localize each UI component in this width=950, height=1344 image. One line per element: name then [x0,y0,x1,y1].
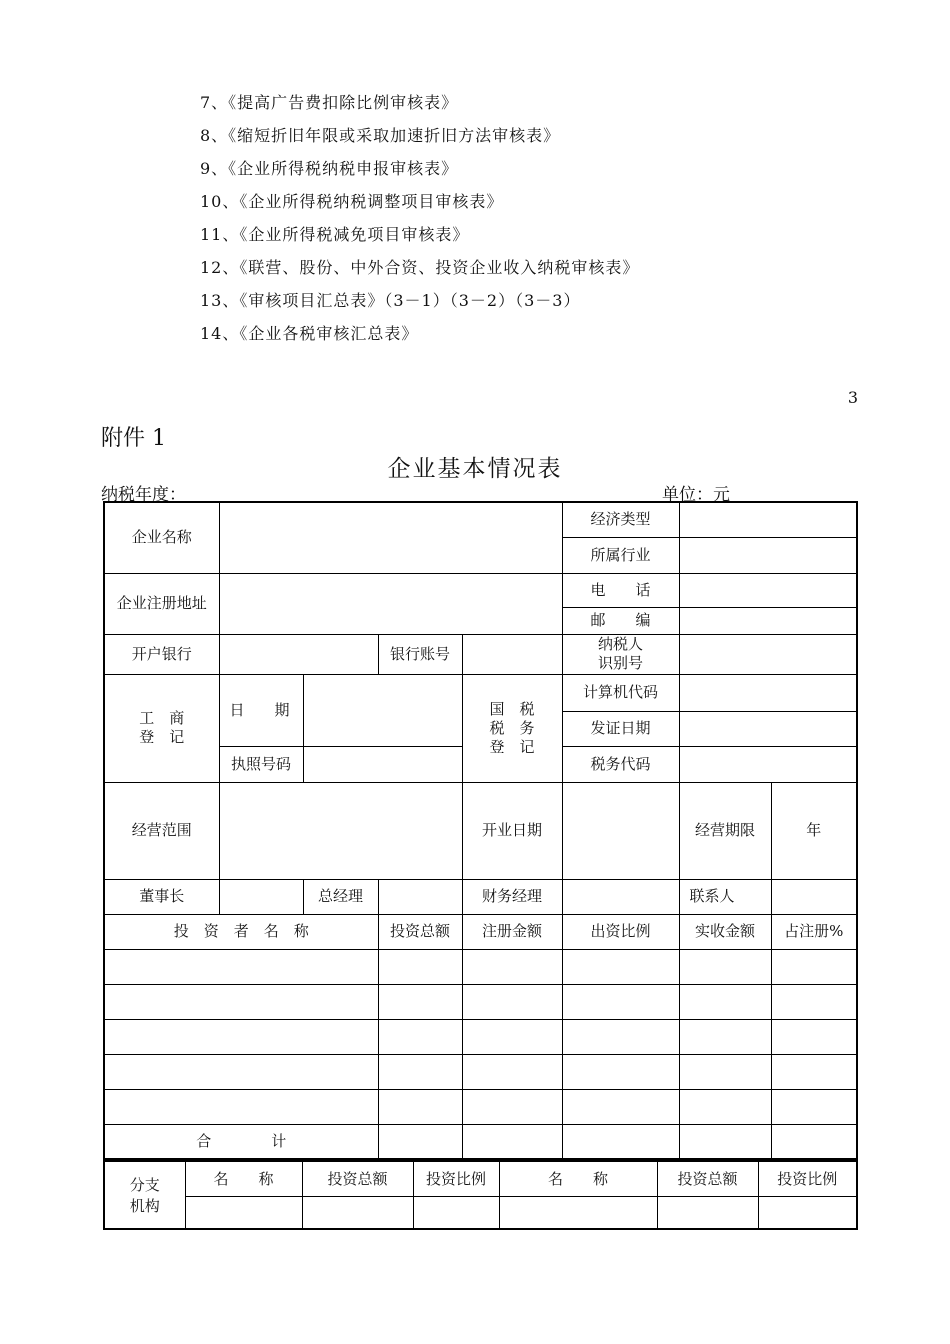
table-cell[interactable] [462,1019,562,1054]
branch-investment-ratio-header: 投资比例 [758,1161,857,1196]
company-name-label: 企业名称 [104,502,219,573]
industry-label: 所属行业 [562,537,679,573]
chairman-field[interactable] [219,879,303,914]
start-date-label: 开业日期 [462,782,562,879]
table-cell[interactable] [378,1089,462,1124]
start-date-field[interactable] [562,782,679,879]
bank-account-label: 银行账号 [378,634,462,674]
table-cell[interactable] [462,1054,562,1089]
table-row [104,1196,857,1229]
operation-term-label: 经营期限 [679,782,771,879]
contact-label: 联系人 [679,879,771,914]
branch-investment-total-header: 投资总额 [657,1161,758,1196]
tax-code-label: 税务代码 [562,746,679,782]
table-row [104,1089,857,1124]
table-cell[interactable] [378,949,462,984]
license-no-field[interactable] [303,746,462,782]
reg-address-label: 企业注册地址 [104,573,219,634]
table-cell[interactable] [378,984,462,1019]
bank-field[interactable] [219,634,378,674]
list-item: 12、《联营、股份、中外合资、投资企业收入纳税审核表》 [200,258,640,277]
company-name-field[interactable] [219,502,562,573]
issue-date-field[interactable] [679,711,857,746]
table-cell[interactable] [679,1089,771,1124]
business-scope-label: 经营范围 [104,782,219,879]
branch-name-header: 名 称 [499,1161,657,1196]
table-cell[interactable] [185,1196,302,1229]
table-cell[interactable] [771,949,857,984]
taxpayer-id-field[interactable] [679,634,857,674]
branch-label: 分支 机构 [104,1161,185,1229]
chairman-label: 董事长 [104,879,219,914]
table-cell[interactable] [771,1089,857,1124]
table-cell[interactable] [378,1054,462,1089]
investor-name-cell[interactable] [104,984,378,1019]
table-cell[interactable] [378,1124,462,1159]
industry-field[interactable] [679,537,857,573]
form-title: 企业基本情况表 [387,456,563,482]
list-item: 11、《企业所得税减免项目审核表》 [200,225,470,244]
business-scope-field[interactable] [219,782,462,879]
investment-total-header: 投资总额 [378,914,462,949]
attachment-label: 附件 1 [101,426,166,451]
ic-date-field[interactable] [303,674,462,746]
list-item: 14、《企业各税审核汇总表》 [200,324,419,343]
page-number: 3 [847,388,858,407]
issue-date-label: 发证日期 [562,711,679,746]
paid-amount-header: 实收金额 [679,914,771,949]
table-row [104,984,857,1019]
company-info-table [103,501,858,1160]
table-row [104,1054,857,1089]
table-cell[interactable] [679,1054,771,1089]
postcode-field[interactable] [679,607,857,634]
table-row [104,1019,857,1054]
phone-label: 电 话 [562,573,679,607]
tax-year-label: 纳税年度： [101,485,186,505]
attachment-list [200,88,639,352]
ic-date-label: 日 期 [219,674,303,746]
investor-name-cell[interactable] [104,1054,378,1089]
list-item: 8、《缩短折旧年限或采取加速折旧方法审核表》 [200,126,561,145]
economic-type-field[interactable] [679,502,857,537]
table-cell[interactable] [462,984,562,1019]
table-cell[interactable] [562,1019,679,1054]
table-cell[interactable] [499,1196,657,1229]
general-manager-label: 总经理 [303,879,378,914]
finance-manager-field[interactable] [562,879,679,914]
table-cell[interactable] [562,1054,679,1089]
computer-code-field[interactable] [679,674,857,711]
table-cell[interactable] [679,1019,771,1054]
table-cell[interactable] [413,1196,499,1229]
table-cell[interactable] [462,1089,562,1124]
contact-field[interactable] [771,879,857,914]
tax-registration-label: 国 税 税 务 登 记 [462,674,562,782]
branch-name-header: 名 称 [185,1161,302,1196]
table-cell[interactable] [562,949,679,984]
table-row [104,949,857,984]
unit-label: 单位：元 [662,485,730,505]
table-cell[interactable] [679,949,771,984]
table-cell[interactable] [378,1019,462,1054]
list-item: 13、《审核项目汇总表》（3－1）（3－2）（3－3） [200,291,581,310]
bank-label: 开户银行 [104,634,219,674]
table-cell[interactable] [562,1124,679,1159]
economic-type-label: 经济类型 [562,502,679,537]
computer-code-label: 计算机代码 [562,674,679,711]
list-item: 9、《企业所得税纳税申报审核表》 [200,159,459,178]
table-cell[interactable] [562,984,679,1019]
contribution-ratio-header: 出资比例 [562,914,679,949]
finance-manager-label: 财务经理 [462,879,562,914]
phone-field[interactable] [679,573,857,607]
total-row [104,1124,857,1159]
table-cell[interactable] [771,1019,857,1054]
total-label: 合 计 [104,1124,378,1159]
ic-registration-label: 工 商 登 记 [104,674,219,782]
registered-amount-header: 注册金额 [462,914,562,949]
table-cell[interactable] [679,1124,771,1159]
table-cell[interactable] [771,984,857,1019]
table-cell[interactable] [771,1054,857,1089]
branch-investment-ratio-header: 投资比例 [413,1161,499,1196]
branch-table [103,1160,858,1230]
investor-name-header: 投 资 者 名 称 [104,914,378,949]
table-cell[interactable] [562,1089,679,1124]
table-cell[interactable] [758,1196,857,1229]
reg-address-field[interactable] [219,573,562,634]
list-item: 7、《提高广告费扣除比例审核表》 [200,93,459,112]
general-manager-field[interactable] [378,879,462,914]
table-cell[interactable] [462,1124,562,1159]
branch-investment-total-header: 投资总额 [302,1161,413,1196]
tax-code-field[interactable] [679,746,857,782]
investor-name-cell[interactable] [104,949,378,984]
table-cell[interactable] [679,984,771,1019]
table-cell[interactable] [657,1196,758,1229]
bank-account-field[interactable] [462,634,562,674]
operation-term-field[interactable]: 年 [771,782,857,879]
investor-name-cell[interactable] [104,1019,378,1054]
table-cell[interactable] [302,1196,413,1229]
table-cell[interactable] [771,1124,857,1159]
postcode-label: 邮 编 [562,607,679,634]
taxpayer-id-label: 纳税人 识别号 [562,634,679,674]
table-cell[interactable] [462,949,562,984]
list-item: 10、《企业所得税纳税调整项目审核表》 [200,192,504,211]
investor-name-cell[interactable] [104,1089,378,1124]
registered-pct-header: 占注册% [771,914,857,949]
license-no-label: 执照号码 [219,746,303,782]
